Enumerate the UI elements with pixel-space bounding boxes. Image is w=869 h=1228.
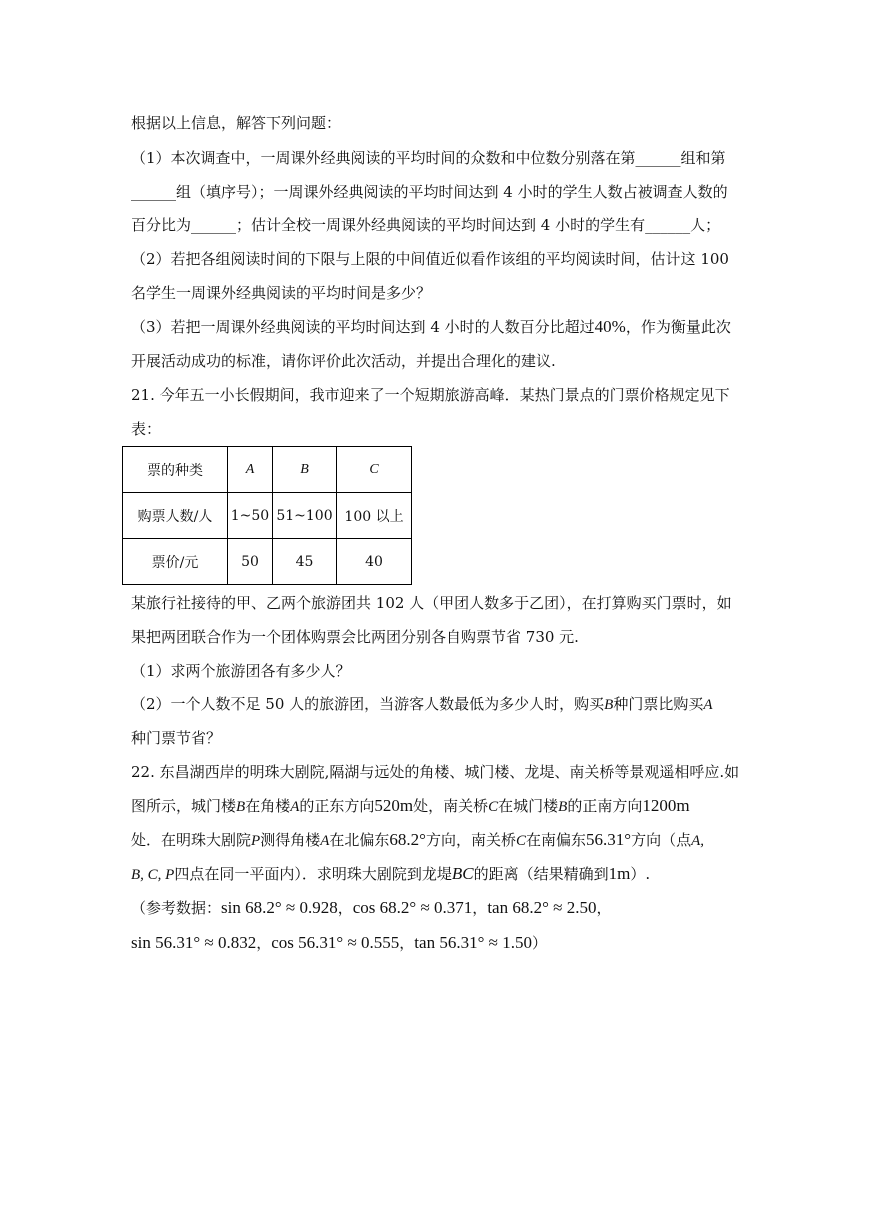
var-a: A [320, 833, 330, 849]
tan-68: tan 68.2° ≈ 2.50 [487, 898, 597, 917]
reference-data-line1 [131, 898, 611, 918]
q20-part1-line1: （1）本次调查中，一周课外经典阅读的平均时间的众数和中位数分别落在第______组和第 [131, 149, 726, 167]
ref-sep: ， [472, 899, 488, 917]
table-cell: 100 以上 [337, 493, 412, 539]
ref-close: ） [531, 934, 547, 952]
q21-sub1: （1）求两个旅游团各有多少人？ [131, 662, 351, 680]
ref-sep: ， [256, 934, 272, 952]
ref-sep: ， [596, 899, 612, 917]
table-cell: 51~100 [273, 493, 337, 539]
cos-56: cos 56.31° ≈ 0.555 [271, 933, 400, 952]
q20-part1-line2: ______组（填序号）；一周课外经典阅读的平均时间达到 4 小时的学生人数占被调查人数的 [131, 183, 728, 201]
q22-text: 在城门楼 [498, 797, 559, 815]
table-cell: 40 [337, 539, 412, 585]
q22-text: 图所示，城门楼 [131, 797, 237, 815]
q22-text: 四点在同一平面内）．求明珠大剧院到龙堤 [174, 865, 452, 883]
cos-68: cos 68.2° ≈ 0.371 [352, 898, 473, 917]
reference-data-line2 [131, 933, 547, 953]
q22-text: 方向，南关桥 [425, 831, 516, 849]
q21-sub2-line2: 种门票节省？ [131, 729, 222, 747]
q22-text: 处，南关桥 [413, 797, 489, 815]
tan-56: tan 56.31° ≈ 1.50 [414, 933, 532, 952]
q20-part3-line1 [131, 317, 731, 337]
q22-line4 [131, 864, 650, 885]
q22-line3 [131, 830, 704, 851]
distance-520: 520m [374, 796, 414, 815]
table-cell: C [337, 447, 412, 493]
var-c: C [515, 833, 526, 849]
table-cell: 票价/元 [123, 539, 228, 585]
distance-1200: 1200m [642, 796, 690, 815]
q22-text: 测得角楼 [260, 831, 321, 849]
angle-68: 68.2° [389, 830, 426, 849]
table-row [123, 539, 412, 585]
var-a: A, [691, 833, 704, 849]
q22-line1: 22. 东昌湖西岸的明珠大剧院,隔湖与远处的角楼、城门楼、龙堤、南关桥等景观遥相呼应.如 [131, 763, 740, 781]
var-a: A [290, 799, 300, 815]
q22-text: ）. [630, 865, 651, 883]
var-b: B [236, 799, 246, 815]
ref-sep: ， [399, 934, 415, 952]
table-cell: 1~50 [228, 493, 273, 539]
table-cell: 45 [273, 539, 337, 585]
ref-label: （参考数据： [131, 899, 222, 917]
q22-text: 的正东方向 [299, 797, 375, 815]
ticket-a-var: A [703, 697, 713, 713]
precision-1m: 1m [608, 864, 631, 883]
q21-line1: 21. 今年五一小长假期间，我市迎来了一个短期旅游高峰．某热门景点的门票价格规定见下 [131, 386, 730, 404]
ref-sep: ， [337, 899, 353, 917]
q20-part2-line1: （2）若把各组阅读时间的下限与上限的中间值近似看作该组的平均阅读时间，估计这 100 [131, 250, 729, 268]
q22-text: 在北偏东 [329, 831, 390, 849]
segment-bc: BC [451, 864, 474, 883]
table-cell: A [228, 447, 273, 493]
q21-sub2-text: （2）一个人数不足 50 人的旅游团，当游客人数最低为多少人时，购买 [131, 695, 605, 713]
q20-part2-line2: 名学生一周课外经典阅读的平均时间是多少？ [131, 284, 432, 302]
var-b: B [558, 799, 568, 815]
ticket-price-table [122, 446, 412, 585]
q21-sub2-line1 [131, 694, 713, 715]
table-cell: 50 [228, 539, 273, 585]
percent-value: 40% [594, 317, 626, 336]
q22-text: 处．在明珠大剧院 [131, 831, 252, 849]
q20-part3-text-end: ，作为衡量此次 [625, 318, 731, 336]
q22-text: 在南偏东 [525, 831, 586, 849]
table-row [123, 493, 412, 539]
q22-text: 方向（点 [631, 831, 692, 849]
sin-68: sin 68.2° ≈ 0.928 [221, 898, 338, 917]
sin-56: sin 56.31° ≈ 0.832 [131, 933, 257, 952]
q20-part3-text: （3）若把一周课外经典阅读的平均时间达到 4 小时的人数百分比超过 [131, 318, 595, 336]
q22-text: 的距离（结果精确到 [473, 865, 609, 883]
angle-56: 56.31° [586, 830, 632, 849]
table-cell: 票的种类 [123, 447, 228, 493]
table-row [123, 447, 412, 493]
q22-text: 的正南方向 [567, 797, 643, 815]
q21-body-line1: 某旅行社接待的甲、乙两个旅游团共 102 人（甲团人数多于乙团），在打算购买门票时，如 [131, 594, 732, 612]
table-cell: 购票人数/人 [123, 493, 228, 539]
q20-part1-line3: 百分比为______；估计全校一周课外经典阅读的平均时间达到 4 小时的学生有______人； [131, 216, 721, 234]
q21-line2: 表： [131, 420, 162, 438]
q22-text: 在角楼 [245, 797, 291, 815]
q20-intro: 根据以上信息，解答下列问题： [131, 114, 342, 132]
var-c: C [488, 799, 499, 815]
var-p: P [251, 833, 261, 849]
q21-body-line2: 果把两团联合作为一个团体购票会比两团分别各自购票节省 730 元. [131, 628, 579, 646]
ticket-b-var: B [604, 697, 614, 713]
q22-line2 [131, 796, 690, 817]
q20-part3-line2: 开展活动成功的标准，请你评价此次活动，并提出合理化的建议. [131, 352, 556, 370]
points-bcp: B, C, P [131, 867, 175, 883]
q21-sub2-text-mid: 种门票比购买 [613, 695, 704, 713]
table-cell: B [273, 447, 337, 493]
